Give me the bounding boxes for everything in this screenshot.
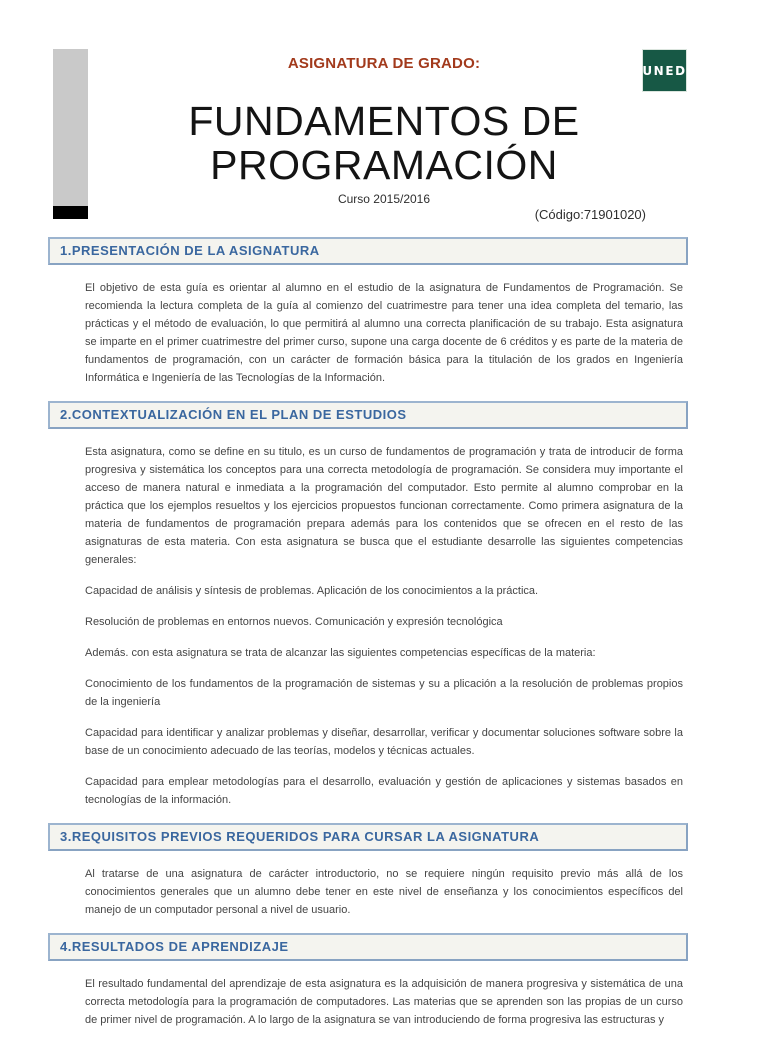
paragraph: Conocimiento de los fundamentos de la programación de sistemas y su a plicación a la resolución de problemas propios de la ingeniería	[85, 678, 683, 708]
section-heading-3-label: 3.REQUISITOS PREVIOS REQUERIDOS PARA CURSAR LA ASIGNATURA	[60, 829, 540, 844]
uned-logo	[643, 50, 686, 91]
sections-container	[0, 237, 768, 1043]
section-body-4	[48, 961, 688, 1043]
paragraph: Al tratarse de una asignatura de carácter introductorio, no se requiere ningún requisito previo más allá de los conocimientos generales que un alumno debe tener en este nivel de enseñanza y los conocimientos específicos del manejo de un computador personal a nivel de usuario.	[85, 868, 683, 916]
course-year: Curso 2015/2016	[337, 192, 431, 206]
subject-type-label: ASIGNATURA DE GRADO:	[287, 55, 481, 72]
course-title: FUNDAMENTOS DE PROGRAMACIÓN	[188, 98, 580, 188]
paragraph: El resultado fundamental del aprendizaje de esta asignatura es la adquisición de manera progresiva y sistemática de una correcta metodología para la programación de computadores. Las materias que se aprenden son las propias de un curso de primer nivel de programación. A lo largo de la asignatura se van introduciendo de forma progresiva las estructuras y	[85, 978, 683, 1026]
section-heading-1-label: 1.PRESENTACIÓN DE LA ASIGNATURA	[60, 243, 320, 258]
section-heading-1	[48, 237, 688, 265]
section-heading-3	[48, 823, 688, 851]
left-accent-block	[53, 206, 88, 219]
paragraph: El objetivo de esta guía es orientar al alumno en el estudio de la asignatura de Fundamentos de Programación. Se recomienda la lectura completa de la guía al comienzo del cuatrimestre para tener una idea completa del temario, las prácticas y el método de evaluación, lo que permitirá al alumno una correcta planificación de su trabajo. Esta asignatura se imparte en el primer cuatrimestre del primer curso, supone una carga docente de 6 créditos y es parte de la materia de fundamentos de programación, con un carácter de formación básica para la titulación de los grados en Ingeniería Informática e Ingeniería de las Tecnologías de la Información.	[85, 282, 683, 384]
section-heading-4	[48, 933, 688, 961]
section-presentacion	[48, 237, 688, 401]
section-body-2	[48, 429, 688, 823]
section-resultados	[48, 933, 688, 1043]
course-code: (Código:71901020)	[534, 207, 646, 222]
paragraph: Capacidad de análisis y síntesis de problemas. Aplicación de los conocimientos a la práctica.	[85, 585, 539, 597]
document-header	[0, 0, 768, 222]
paragraph: Esta asignatura, como se define en su titulo, es un curso de fundamentos de programación y trata de introducir de forma progresiva y sistemática los conceptos para una correcta metodología de programación. Se considera muy importante el acceso de manera natural e inmediata a la programación del computador. Esto permite al alumno comprobar en la práctica que los ejemplos resueltos y los ejercicios propuestos funcionan correctamente. Como primera asignatura de la materia de fundamentos de programación prepara además para los contenidos que se ofrecen en el resto de las asignaturas de esta materia. Con esta asignatura se busca que el estudiante desarrolle las siguientes competencias generales:	[85, 446, 683, 566]
paragraph: Resolución de problemas en entornos nuevos. Comunicación y expresión tecnológica	[85, 616, 503, 628]
section-heading-2-label: 2.CONTEXTUALIZACIÓN EN EL PLAN DE ESTUDIOS	[60, 407, 407, 422]
left-accent-bar	[53, 49, 88, 206]
paragraph: Además. con esta asignatura se trata de alcanzar las siguientes competencias específicas de la materia:	[85, 647, 596, 659]
section-body-1	[48, 265, 688, 401]
section-body-3	[48, 851, 688, 933]
section-heading-2	[48, 401, 688, 429]
section-heading-4-label: 4.RESULTADOS DE APRENDIZAJE	[60, 939, 289, 954]
section-contextualizacion	[48, 401, 688, 823]
uned-logo-text: UNED	[642, 63, 687, 78]
paragraph: Capacidad para identificar y analizar problemas y diseñar, desarrollar, verificar y documentar soluciones software sobre la base de un conocimiento adecuado de las teorías, modelos y técnicas actuales.	[85, 727, 683, 757]
paragraph: Capacidad para emplear metodologías para el desarrollo, evaluación y gestión de aplicaciones y sistemas basados en tecnologías de la información.	[85, 776, 683, 806]
section-requisitos	[48, 823, 688, 933]
